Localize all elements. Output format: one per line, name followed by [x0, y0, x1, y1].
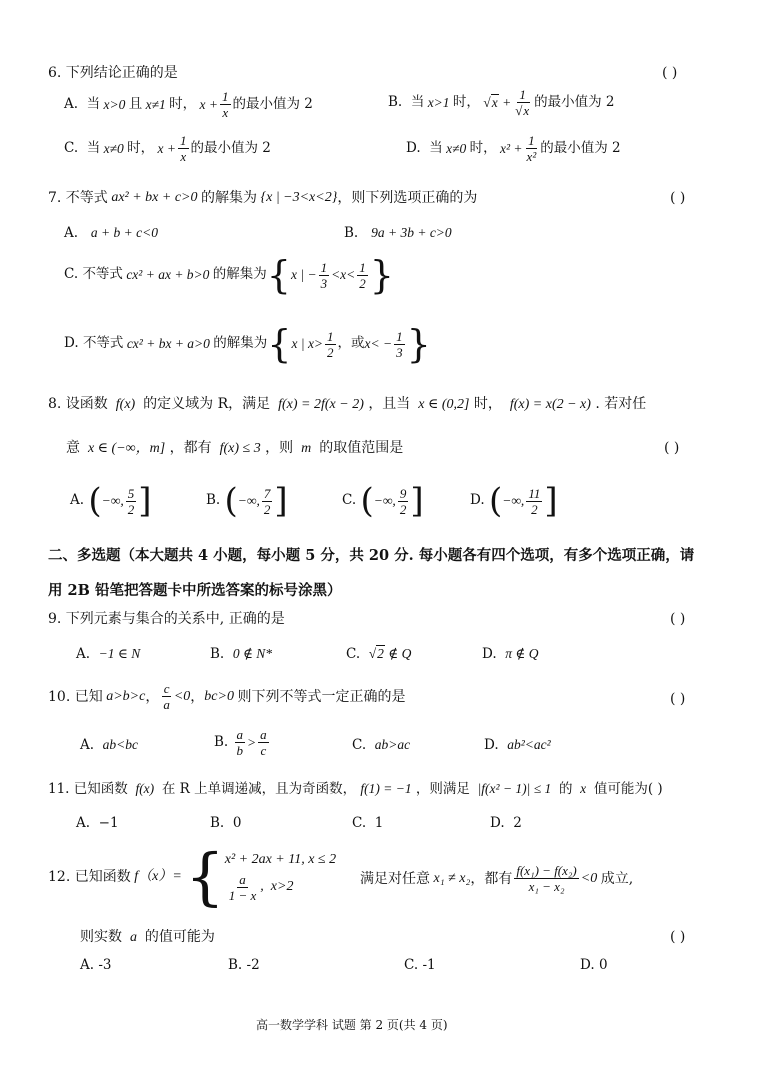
q7-paren: ( ) [670, 190, 686, 206]
q6-option-b[interactable]: B. 当 x>1 时， √x + $\frac{1}{√x}$ 的最小值为 2 [388, 87, 615, 118]
q10-paren: ( ) [670, 691, 686, 707]
q12-stem-condition: 满足对任意 x₁ ≠ x₂ ，都有 f(x₁) − f(x₂) x₁ − x₂ <0 成立, [360, 863, 634, 894]
q8-option-c[interactable]: C. ( −∞, 9 2 ] [342, 481, 424, 521]
q12-option-b[interactable]: B. -2 [228, 957, 260, 973]
q6-paren: ( ) [662, 65, 678, 81]
fraction: $\frac{1}{3}$ [396, 328, 403, 360]
q10-option-a[interactable]: A. ab<bc [80, 737, 138, 753]
q9-option-b[interactable]: B. 0 ∉ N* [210, 646, 273, 662]
section-heading-line1: 二、多选题（本大题共 4 小题，每小题 5 分，共 20 分. 每小题各有四个选项，有多个选项正确，请 [48, 547, 695, 564]
q8-option-a[interactable]: A. ( −∞, 5 2 ] [70, 481, 152, 521]
q8-option-b[interactable]: B. ( −∞, 7 2 ] [206, 481, 288, 521]
fraction: $\frac{1}{√x}$ [515, 87, 530, 118]
fraction: $\frac{1}{\text{x²}}$ [526, 133, 537, 164]
fraction: 11 2 [528, 485, 541, 517]
q6-option-a[interactable]: A. 当 x>0 且 x≠1 时， x + $\frac{1}{x}$ 的最小值为 2 [64, 89, 313, 120]
fraction: $\frac{1}{3}$ [320, 259, 328, 291]
fraction: 1 2 [359, 259, 366, 291]
q8-option-d[interactable]: D. ( −∞, 11 2 ] [470, 481, 558, 521]
q9-paren: ( ) [670, 611, 686, 627]
page-footer: 高一数学学科 试题 第 2 页(共 4 页) [256, 1018, 448, 1032]
q12-option-a[interactable]: A. -3 [80, 957, 112, 973]
fraction: $\frac{1}{x}$ [222, 89, 229, 120]
fraction: a 1 − x [228, 871, 257, 903]
fraction: 5 2 [127, 485, 135, 517]
q8-stem-line1: 8. 设函数 f(x) 的定义域为 R，满足 f(x) = 2f(x − 2) ，且当 x ∈ (0,2] 时， f(x) = x(2 − x) . 若对任 [48, 396, 647, 412]
fraction: 1 2 [327, 328, 334, 360]
q12-stem: 12. 已知函数 f（x）= { x² + 2ax + 11, x ≤ 2 a 1 − x , x>2 [48, 840, 337, 913]
q7-option-a[interactable]: A. a + b + c<0 [64, 225, 158, 241]
fraction: a c [260, 727, 267, 758]
q11-option-d[interactable]: D. 2 [490, 815, 522, 831]
q12-stem-line2: 则实数 a 的值可能为 [80, 929, 215, 945]
q7-stem: 7. 不等式 ax² + bx + c>0 的解集为 {x | −3<x<2} ，则下列选项正确的为 [48, 190, 478, 206]
fraction: f(x₁) − f(x₂) x₁ − x₂ [516, 863, 577, 894]
q10-option-b[interactable]: B. a b > a c [214, 727, 267, 758]
fraction: 9 2 [399, 485, 407, 517]
q11-option-c[interactable]: C. 1 [352, 815, 384, 831]
q9-option-d[interactable]: D. π ∉ Q [482, 646, 539, 662]
q6-option-d[interactable]: D. 当 x≠0 时， x² + $\frac{1}{\text{x²}}$ 的最小值为 2 [406, 133, 621, 164]
q10-option-c[interactable]: C. ab>ac [352, 737, 411, 753]
q7-option-b[interactable]: B. 9a + 3b + c>0 [344, 225, 452, 241]
q6-option-c[interactable]: C. 当 x≠0 时， x + $\frac{1}{x}$ 的最小值为 2 [64, 133, 271, 164]
q10-stem: 10. 已知 a>b>c ， c a <0 ， bc>0 则下列不等式一定正确的是 [48, 681, 406, 712]
fraction: $\frac{1}{x}$ [180, 133, 187, 164]
q12-option-d[interactable]: D. 0 [580, 957, 608, 973]
fraction: c a [163, 681, 170, 712]
fraction: a b [236, 727, 244, 758]
q7-option-d[interactable]: D. 不等式 cx² + bx + a>0 的解集为 { x | x> 1 2 ， 或 x< − $\frac{1}{3}$ } [64, 322, 431, 366]
q9-option-c[interactable]: C. √2 ∉ Q [346, 646, 412, 662]
fraction: 7 2 [263, 485, 271, 517]
q8-stem-line2: 意 x ∈ (−∞，m] ，都有 f(x) ≤ 3 ，则 m 的取值范围是 [66, 440, 404, 456]
section-heading-line2: 用 2B 铅笔把答题卡中所选答案的标号涂黑） [48, 582, 342, 599]
q6-stem: 6. 下列结论正确的是 [48, 65, 178, 81]
q8-paren: ( ) [664, 440, 680, 456]
q11-option-a[interactable]: A. −1 [76, 815, 119, 831]
q7-option-c[interactable]: C. 不等式 cx² + ax + b>0 的解集为 { x | − $\frac{1}{3}$ <x< 1 2 } [64, 253, 394, 297]
q9-option-a[interactable]: A. −1 ∈ N [76, 646, 141, 662]
q11-option-b[interactable]: B. 0 [210, 815, 242, 831]
q11-stem: 11. 已知函数 f(x) 在 R 上单调递减，且为奇函数， f(1) = −1 ，则满足 |f(x² − 1)| ≤ 1 的 x 值可能为( ) [48, 781, 663, 797]
q10-option-d[interactable]: D. ab²<ac² [484, 737, 551, 753]
q12-paren: ( ) [670, 929, 686, 945]
q9-stem: 9. 下列元素与集合的关系中, 正确的是 [48, 611, 285, 627]
q12-option-c[interactable]: C. -1 [404, 957, 436, 973]
